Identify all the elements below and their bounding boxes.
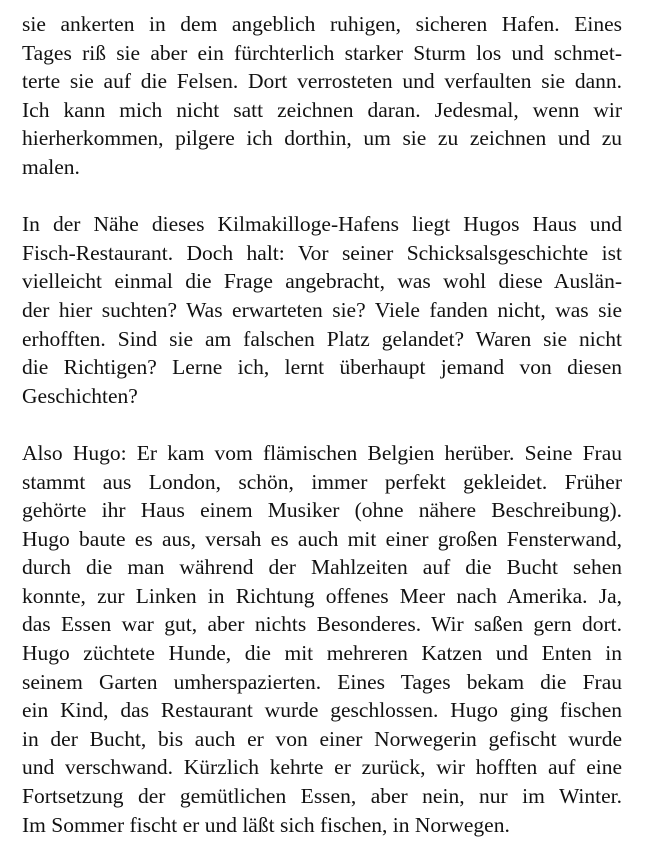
text-line: der hier suchten? Was erwarteten sie? Viele fanden nicht, was sie [22,297,622,322]
text-line: Tages riß sie aber ein fürchterlich starker Sturm los und schmet- [22,40,622,65]
paragraph-1 [22,10,622,182]
text-line: seinem Garten umherspazierten. Eines Tages bekam die Frau [22,669,622,694]
paragraph-3 [22,439,622,839]
text-line: sie ankerten in dem angeblich ruhigen, sicheren Hafen. Eines [22,12,622,36]
paragraph-2 [22,210,622,410]
text-line: Geschichten? [22,383,138,408]
text-line: die Richtigen? Lerne ich, lernt überhaupt jemand von diesen [22,355,622,380]
text-line: konnte, zur Linken in Richtung offenes Meer nach Amerika. Ja, [22,583,622,608]
text-line: Hugo baute es aus, versah es auch mit einer großen Fensterwand, [22,526,622,551]
text-line: das Essen war gut, aber nichts Besonderes. Wir saßen gern dort. [22,612,622,637]
text-line: Fortsetzung der gemütlichen Essen, aber nein, nur im Winter. [22,784,622,809]
text-line: Hugo züchtete Hunde, die mit mehreren Katzen und Enten in [22,641,622,666]
text-line: hierherkommen, pilgere ich dorthin, um sie zu zeichnen und zu [22,126,622,151]
text-line: terte sie auf die Felsen. Dort verrosteten und verfaulten sie dann. [22,69,622,94]
text-line: stammt aus London, schön, immer perfekt gekleidet. Früher [22,469,622,494]
text-line: gehörte ihr Haus einem Musiker (ohne nähere Beschreibung). [22,498,622,523]
text-line: Also Hugo: Er kam vom flämischen Belgien herüber. Seine Frau [22,440,622,465]
text-line: malen. [22,154,80,179]
text-line: Fisch-Restaurant. Doch halt: Vor seiner Schicksalsgeschichte ist [22,240,622,265]
text-line: In der Nähe dieses Kilmakilloge-Hafens liegt Hugos Haus und [22,212,622,237]
text-line: Im Sommer fischt er und läßt sich fischen, in Norwegen. [22,812,510,837]
text-line: durch die man während der Mahlzeiten auf die Bucht sehen [22,555,622,580]
document-page [22,10,622,868]
text-line: und verschwand. Kürzlich kehrte er zurück, wir hofften auf eine [22,755,622,780]
text-line: erhofften. Sind sie am falschen Platz gelandet? Waren sie nicht [22,326,622,351]
text-line: ein Kind, das Restaurant wurde geschlossen. Hugo ging fischen [22,698,622,723]
text-line: Ich kann mich nicht satt zeichnen daran. Jedesmal, wenn wir [22,97,622,122]
text-line: vielleicht einmal die Frage angebracht, was wohl diese Auslän- [22,269,622,294]
text-line: in der Bucht, bis auch er von einer Norwegerin gefischt wurde [22,726,622,751]
